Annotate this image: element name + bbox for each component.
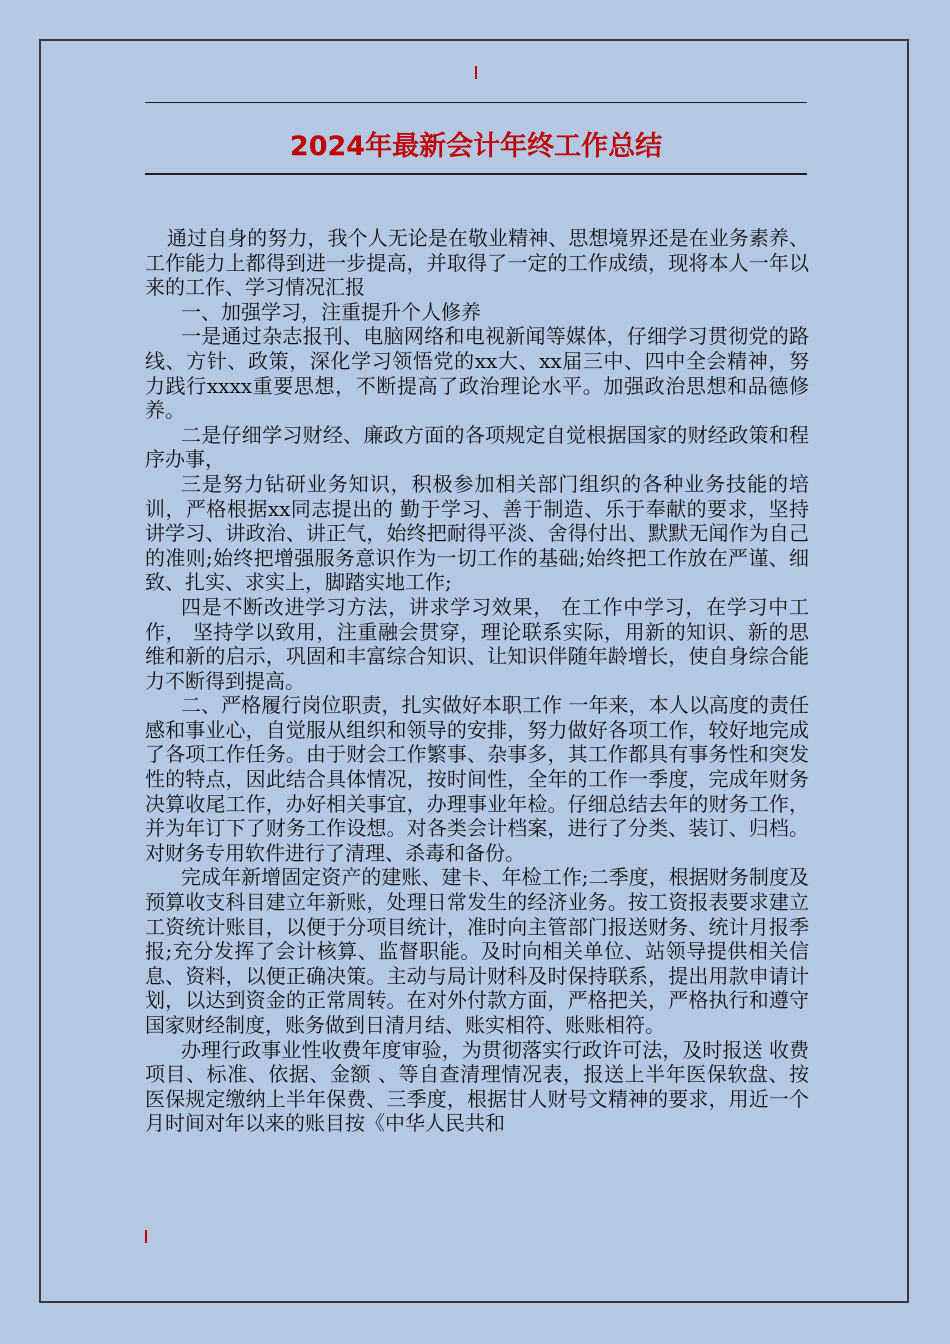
paragraph: 四是不断改进学习方法，讲求学习效果， 在工作中学习，在学习中工作， 坚持学以致用，注重融会贯穿，理论联系实际，用新的知识、新的思维和新的启示，巩固和丰富综合知识、让知识伴随年龄增长，使自身综合能力不断得到提高。 — [145, 594, 809, 693]
title-rule — [145, 173, 807, 175]
paragraph: 办理行政事业性收费年度审验，为贯彻落实行政许可法，及时报送 收费项目、标准、依据、金额 、等自查清理情况表，报送上半年医保软盘、按医保规定缴纳上半年保费、三季度，根据甘人财号文精神的要求，用近一个月时间对年以来的账目按《中华人民共和 — [145, 1037, 809, 1136]
header-marker — [475, 66, 477, 79]
document-body — [145, 226, 809, 1136]
paragraph: 通过自身的努力，我个人无论是在敬业精神、思想境界还是在业务素养、工作能力上都得到进一步提高，并取得了一定的工作成绩，现将本人一年以来的工作、学习情况汇报 — [145, 226, 809, 300]
paragraph: 二、严格履行岗位职责，扎实做好本职工作 一年来，本人以高度的责任感和事业心，自觉服从组织和领导的安排，努力做好各项工作，较好地完成了各项工作任务。由于财会工作繁事、杂事多，其工作都具有事务性和突发性的特点，因此结合具体情况，按时间性，全年的工作一季度，完成年财务决算收尾工作，办好相关事宜，办理事业年检。仔细总结去年的财务工作，并为年订下了财务工作设想。对各类会计档案，进行了分类、装订、归档。对财务专用软件进行了清理、杀毒和备份。 — [145, 693, 809, 865]
section-heading: 一、加强学习，注重提升个人修养 — [181, 299, 481, 324]
paragraph: 一是通过杂志报刊、电脑网络和电视新闻等媒体，仔细学习贯彻党的路线、方针、政策，深化学习领悟党的xx大、xx届三中、四中全会精神，努力践行xxxx重要思想，不断提高了政治理论水平。加强政治思想和品德修养。 — [145, 324, 809, 423]
paragraph: 三是努力钻研业务知识，积极参加相关部门组织的各种业务技能的培训，严格根据xx同志提出的 勤于学习、善于制造、乐于奉献的要求，坚持 讲学习、讲政治、讲正气，始终把耐得平淡、舍得付出、默默无闻作为自己的准则;始终把增强服务意识作为一切工作的基础;始终把工作放在严谨、细致、扎实、求实上，脚踏实地工作; — [145, 471, 809, 595]
header-rule — [145, 102, 807, 103]
document-title: 2024年最新会计年终工作总结 — [289, 131, 663, 162]
paragraph: 完成年新增固定资产的建账、建卡、年检工作;二季度，根据财务制度及预算收支科目建立年新账，处理日常发生的经济业务。按工资报表要求建立工资统计账目，以便于分项目统计，准时向主管部门报送财务、统计月报季报;充分发挥了会计核算、监督职能。及时向相关单位、站领导提供相关信息、资料，以便正确决策。主动与局计财科及时保持联系，提出用款申请计划，以达到资金的正常周转。在对外付款方面，严格把关，严格执行和遵守国家财经制度，账务做到日清月结、账实相符、账账相符。 — [145, 865, 809, 1037]
paragraph: 二是仔细学习财经、廉政方面的各项规定自觉根据国家的财经政策和程序办事， — [145, 422, 809, 472]
footer-marker — [145, 1230, 147, 1243]
